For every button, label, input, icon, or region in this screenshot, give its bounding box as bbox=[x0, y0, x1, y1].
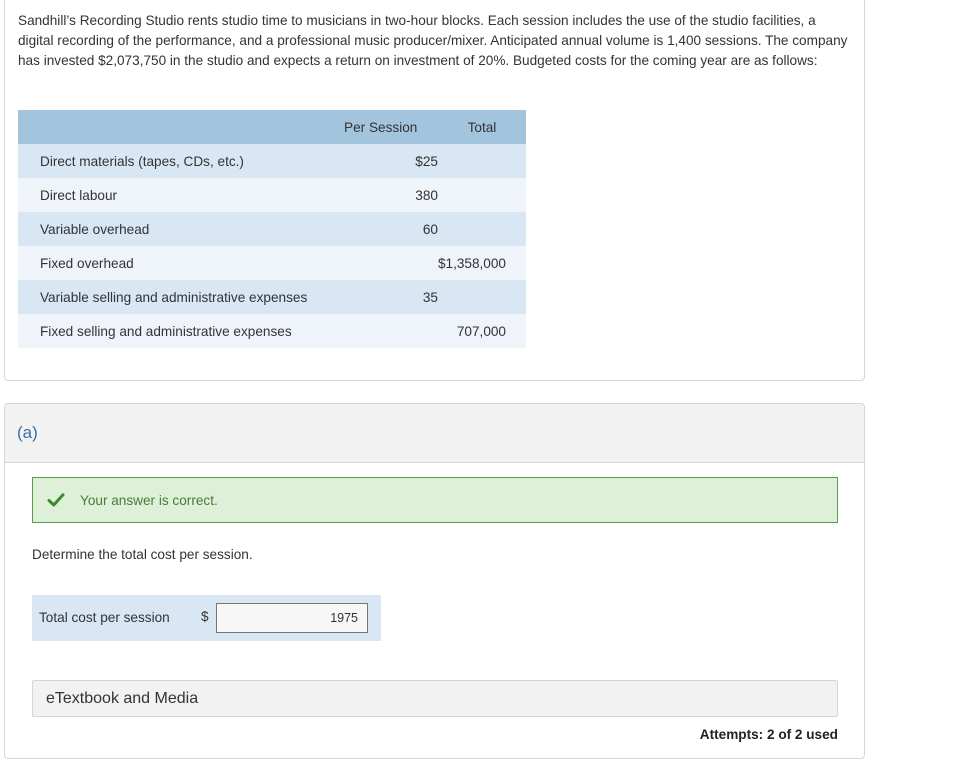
row-label: Direct labour bbox=[18, 178, 323, 212]
row-per-session bbox=[323, 246, 438, 280]
row-label: Variable overhead bbox=[18, 212, 323, 246]
row-label: Fixed selling and administrative expenses bbox=[18, 314, 323, 348]
table-row bbox=[18, 280, 526, 314]
feedback-correct-banner bbox=[32, 477, 838, 523]
part-letter: (a) bbox=[17, 423, 38, 442]
table-header-row bbox=[18, 110, 526, 144]
header-total: Total bbox=[438, 110, 526, 144]
table-row bbox=[18, 246, 526, 280]
etextbook-label: eTextbook and Media bbox=[46, 690, 199, 707]
feedback-text: Your answer is correct. bbox=[80, 493, 218, 508]
answer-label: Total cost per session bbox=[39, 610, 170, 625]
row-label: Direct materials (tapes, CDs, etc.) bbox=[18, 144, 323, 178]
currency-symbol: $ bbox=[201, 609, 209, 624]
part-a-card bbox=[4, 403, 865, 759]
table-row bbox=[18, 314, 526, 348]
table-row bbox=[18, 212, 526, 246]
row-total bbox=[438, 144, 526, 178]
row-total bbox=[438, 212, 526, 246]
table-row bbox=[18, 178, 526, 212]
row-total bbox=[438, 178, 526, 212]
part-header bbox=[5, 404, 864, 463]
row-total: 707,000 bbox=[438, 314, 526, 348]
row-per-session: 60 bbox=[323, 212, 438, 246]
checkmark-icon bbox=[47, 491, 65, 509]
row-total: $1,358,000 bbox=[438, 246, 526, 280]
total-cost-input[interactable] bbox=[216, 603, 368, 633]
table-row bbox=[18, 144, 526, 178]
row-per-session: 35 bbox=[323, 280, 438, 314]
problem-statement: Sandhill’s Recording Studio rents studio time to musicians in two-hour blocks. Each session includes the use of the studio facilities, a digital recording of the performance, and a professional music producer/mixer. Anticipated annual volume is 1,400 sessions. The company has invested $2,073,750 in the studio and expects a return on investment of 20%. Budgeted costs for the coming year are as follows: bbox=[18, 13, 848, 68]
budgeted-costs-table bbox=[18, 110, 526, 348]
etextbook-media-button[interactable] bbox=[32, 680, 838, 717]
attempts-counter: Attempts: 2 of 2 used bbox=[699, 727, 838, 742]
header-label bbox=[18, 110, 323, 144]
row-per-session: 380 bbox=[323, 178, 438, 212]
problem-card bbox=[4, 0, 865, 381]
row-total bbox=[438, 280, 526, 314]
row-label: Fixed overhead bbox=[18, 246, 323, 280]
answer-row bbox=[32, 595, 381, 641]
row-per-session: $25 bbox=[323, 144, 438, 178]
row-label: Variable selling and administrative expenses bbox=[18, 280, 323, 314]
row-per-session bbox=[323, 314, 438, 348]
header-per-session: Per Session bbox=[323, 110, 438, 144]
question-text: Determine the total cost per session. bbox=[32, 547, 253, 562]
